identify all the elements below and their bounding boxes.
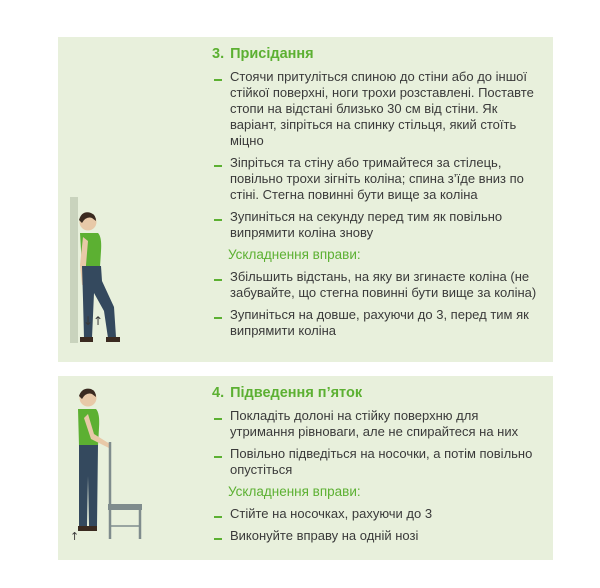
- wall-squat-figure-icon: [58, 37, 208, 362]
- exercise-card-squats: [58, 37, 553, 362]
- figure-shoe: [78, 526, 97, 531]
- exercise-title-text: Підведення п’яток: [230, 385, 363, 401]
- list-item: Збільшить відстань, на яку ви згинаєте коліна (не забувайте, що стегна повинні бути вище за коліна): [212, 269, 543, 301]
- wall-shape: [70, 197, 78, 343]
- steps-list: [212, 69, 543, 241]
- exercise-title: [212, 384, 543, 402]
- list-item: Покладіть долоні на стійку поверхню для утримання рівноваги, але не спирайтеся на них: [212, 408, 543, 440]
- advanced-list: [212, 506, 543, 544]
- exercise-card-heel-raises: [58, 376, 553, 560]
- advanced-list: [212, 269, 543, 339]
- figure-shoe-left: [80, 337, 93, 342]
- figure-shoe-right: [106, 337, 120, 342]
- steps-list: [212, 408, 543, 478]
- exercise-title: [212, 45, 543, 63]
- list-item: Повільно підведіться на носочки, а потім повільно опустіться: [212, 446, 543, 478]
- exercise-number: 4.: [212, 385, 225, 401]
- chair-seat: [108, 504, 142, 510]
- list-item: Зупиніться на довше, рахуючи до 3, перед тим як випрямити коліна: [212, 307, 543, 339]
- exercise-content: [212, 45, 543, 345]
- movement-arrow-icon: ↑: [70, 530, 80, 543]
- list-item: Виконуйте вправу на одній нозі: [212, 528, 543, 544]
- exercise-title-text: Присідання: [230, 46, 314, 62]
- exercise-number: 3.: [212, 46, 225, 62]
- heel-raise-figure-icon: [58, 376, 208, 560]
- list-item: Стоячи притуліться спиною до стіни або до іншої стійкої поверхні, ноги трохи розставлені. Поставте стопи на відстані близько 30 см від стіни. Як варіант, зіпріться на спинку стільця, який стоїть міцно: [212, 69, 543, 149]
- advanced-heading: Ускладнення вправи:: [228, 247, 361, 262]
- exercise-content: [212, 384, 543, 550]
- list-item: Зупиніться на секунду перед тим як повільно випрямити коліна знову: [212, 209, 543, 241]
- advanced-heading: Ускладнення вправи:: [228, 484, 361, 499]
- list-item: Стійте на носочках, рахуючи до 3: [212, 506, 543, 522]
- list-item: Зіпріться та стіну або тримайтеся за стілець, повільно трохи зігніть коліна; спина з’їде вниз по стіні. Стегна повинні бути вище за коліна: [212, 155, 543, 203]
- movement-arrow-icon: ↓↑: [83, 314, 104, 328]
- figure-pants: [79, 445, 98, 526]
